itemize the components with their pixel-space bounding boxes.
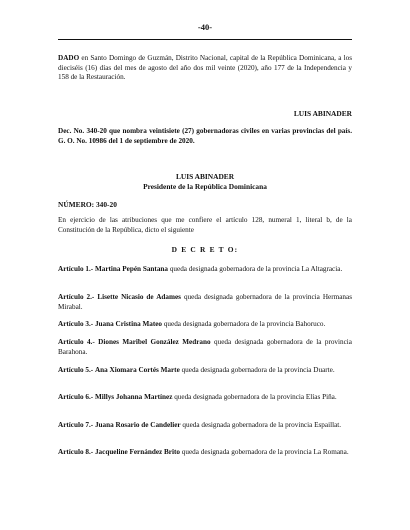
article-person: Juana Cristina Mateo bbox=[94, 320, 163, 328]
article-person: Diones Maribel González Medrano bbox=[98, 338, 211, 346]
article-2 bbox=[58, 293, 352, 312]
issuer-title: Presidente de la República Dominicana bbox=[143, 182, 267, 191]
article-person: Juana Rosario de Candelier bbox=[94, 421, 181, 429]
header-rule bbox=[58, 39, 352, 40]
article-text: queda designada gobernadora de la provincia Duarte. bbox=[179, 366, 335, 374]
article-person: Ana Xiomara Cortés Marte bbox=[94, 366, 180, 374]
closing-text: en Santo Domingo de Guzmán, Distrito Nacional, capital de la República Dominicana, a los dieciséis (16) días del mes de agosto del año dos mil veinte (2020), año 177 de la Independencia y 158 de la Restauración. bbox=[58, 54, 352, 82]
article-text: queda designada gobernadora de la provincia La Romana. bbox=[179, 448, 349, 456]
issuer-name: LUIS ABINADER bbox=[175, 172, 235, 181]
article-label: Artículo 6.- bbox=[58, 393, 94, 401]
article-person: Millys Johanna Martínez bbox=[94, 393, 173, 401]
article-person: Jacqueline Fernández Brito bbox=[94, 448, 180, 456]
article-person: Martina Pepén Santana bbox=[94, 265, 169, 273]
article-text: queda designada gobernadora de la provincia Barahona. bbox=[58, 338, 352, 356]
article-text: queda designada gobernadora de la provincia Elías Piña. bbox=[172, 393, 337, 401]
decree-heading: D E C R E T O: bbox=[171, 245, 239, 254]
article-text: queda designada gobernadora de la provincia Hermanas Mirabal. bbox=[58, 293, 352, 311]
article-text: queda designada gobernadora de la provincia Espaillat. bbox=[180, 421, 342, 429]
article-8 bbox=[58, 448, 352, 458]
article-5 bbox=[58, 366, 352, 376]
preamble: En ejercicio de las atribuciones que me confiere el artículo 128, numeral 1, literal b, de la Constitución de la República, dicto el siguiente bbox=[58, 216, 352, 234]
article-7 bbox=[58, 421, 352, 431]
article-label: Artículo 8.- bbox=[58, 448, 94, 456]
article-label: Artículo 3.- bbox=[58, 320, 94, 328]
article-1 bbox=[58, 265, 352, 275]
article-text: queda designada gobernadora de la provincia Bahoruco. bbox=[162, 320, 326, 328]
article-label: Artículo 5.- bbox=[58, 366, 94, 374]
article-6 bbox=[58, 393, 352, 403]
article-4 bbox=[58, 338, 352, 357]
page-number: -40- bbox=[197, 22, 213, 32]
article-text: queda designada gobernadora de la provincia La Altagracia. bbox=[168, 265, 343, 273]
article-person: Lisette Nicasio de Adames bbox=[97, 293, 181, 301]
article-label: Artículo 4.- bbox=[58, 338, 95, 346]
signature-first: LUIS ABINADER bbox=[293, 109, 352, 118]
decree-summary: Dec. No. 340-20 que nombra veintisiete (27) gobernadoras civiles en varias provincias del país. G. O. No. 10986 del 1 de septiembre de 2020. bbox=[58, 127, 352, 145]
article-label: Artículo 7.- bbox=[58, 421, 94, 429]
closing-paragraph bbox=[58, 54, 352, 83]
article-label: Artículo 2.- bbox=[58, 293, 95, 301]
closing-lead: DADO bbox=[58, 54, 80, 62]
decree-number: NÚMERO: 340-20 bbox=[58, 200, 117, 209]
article-label: Artículo 1.- bbox=[58, 265, 94, 273]
article-3 bbox=[58, 320, 352, 330]
